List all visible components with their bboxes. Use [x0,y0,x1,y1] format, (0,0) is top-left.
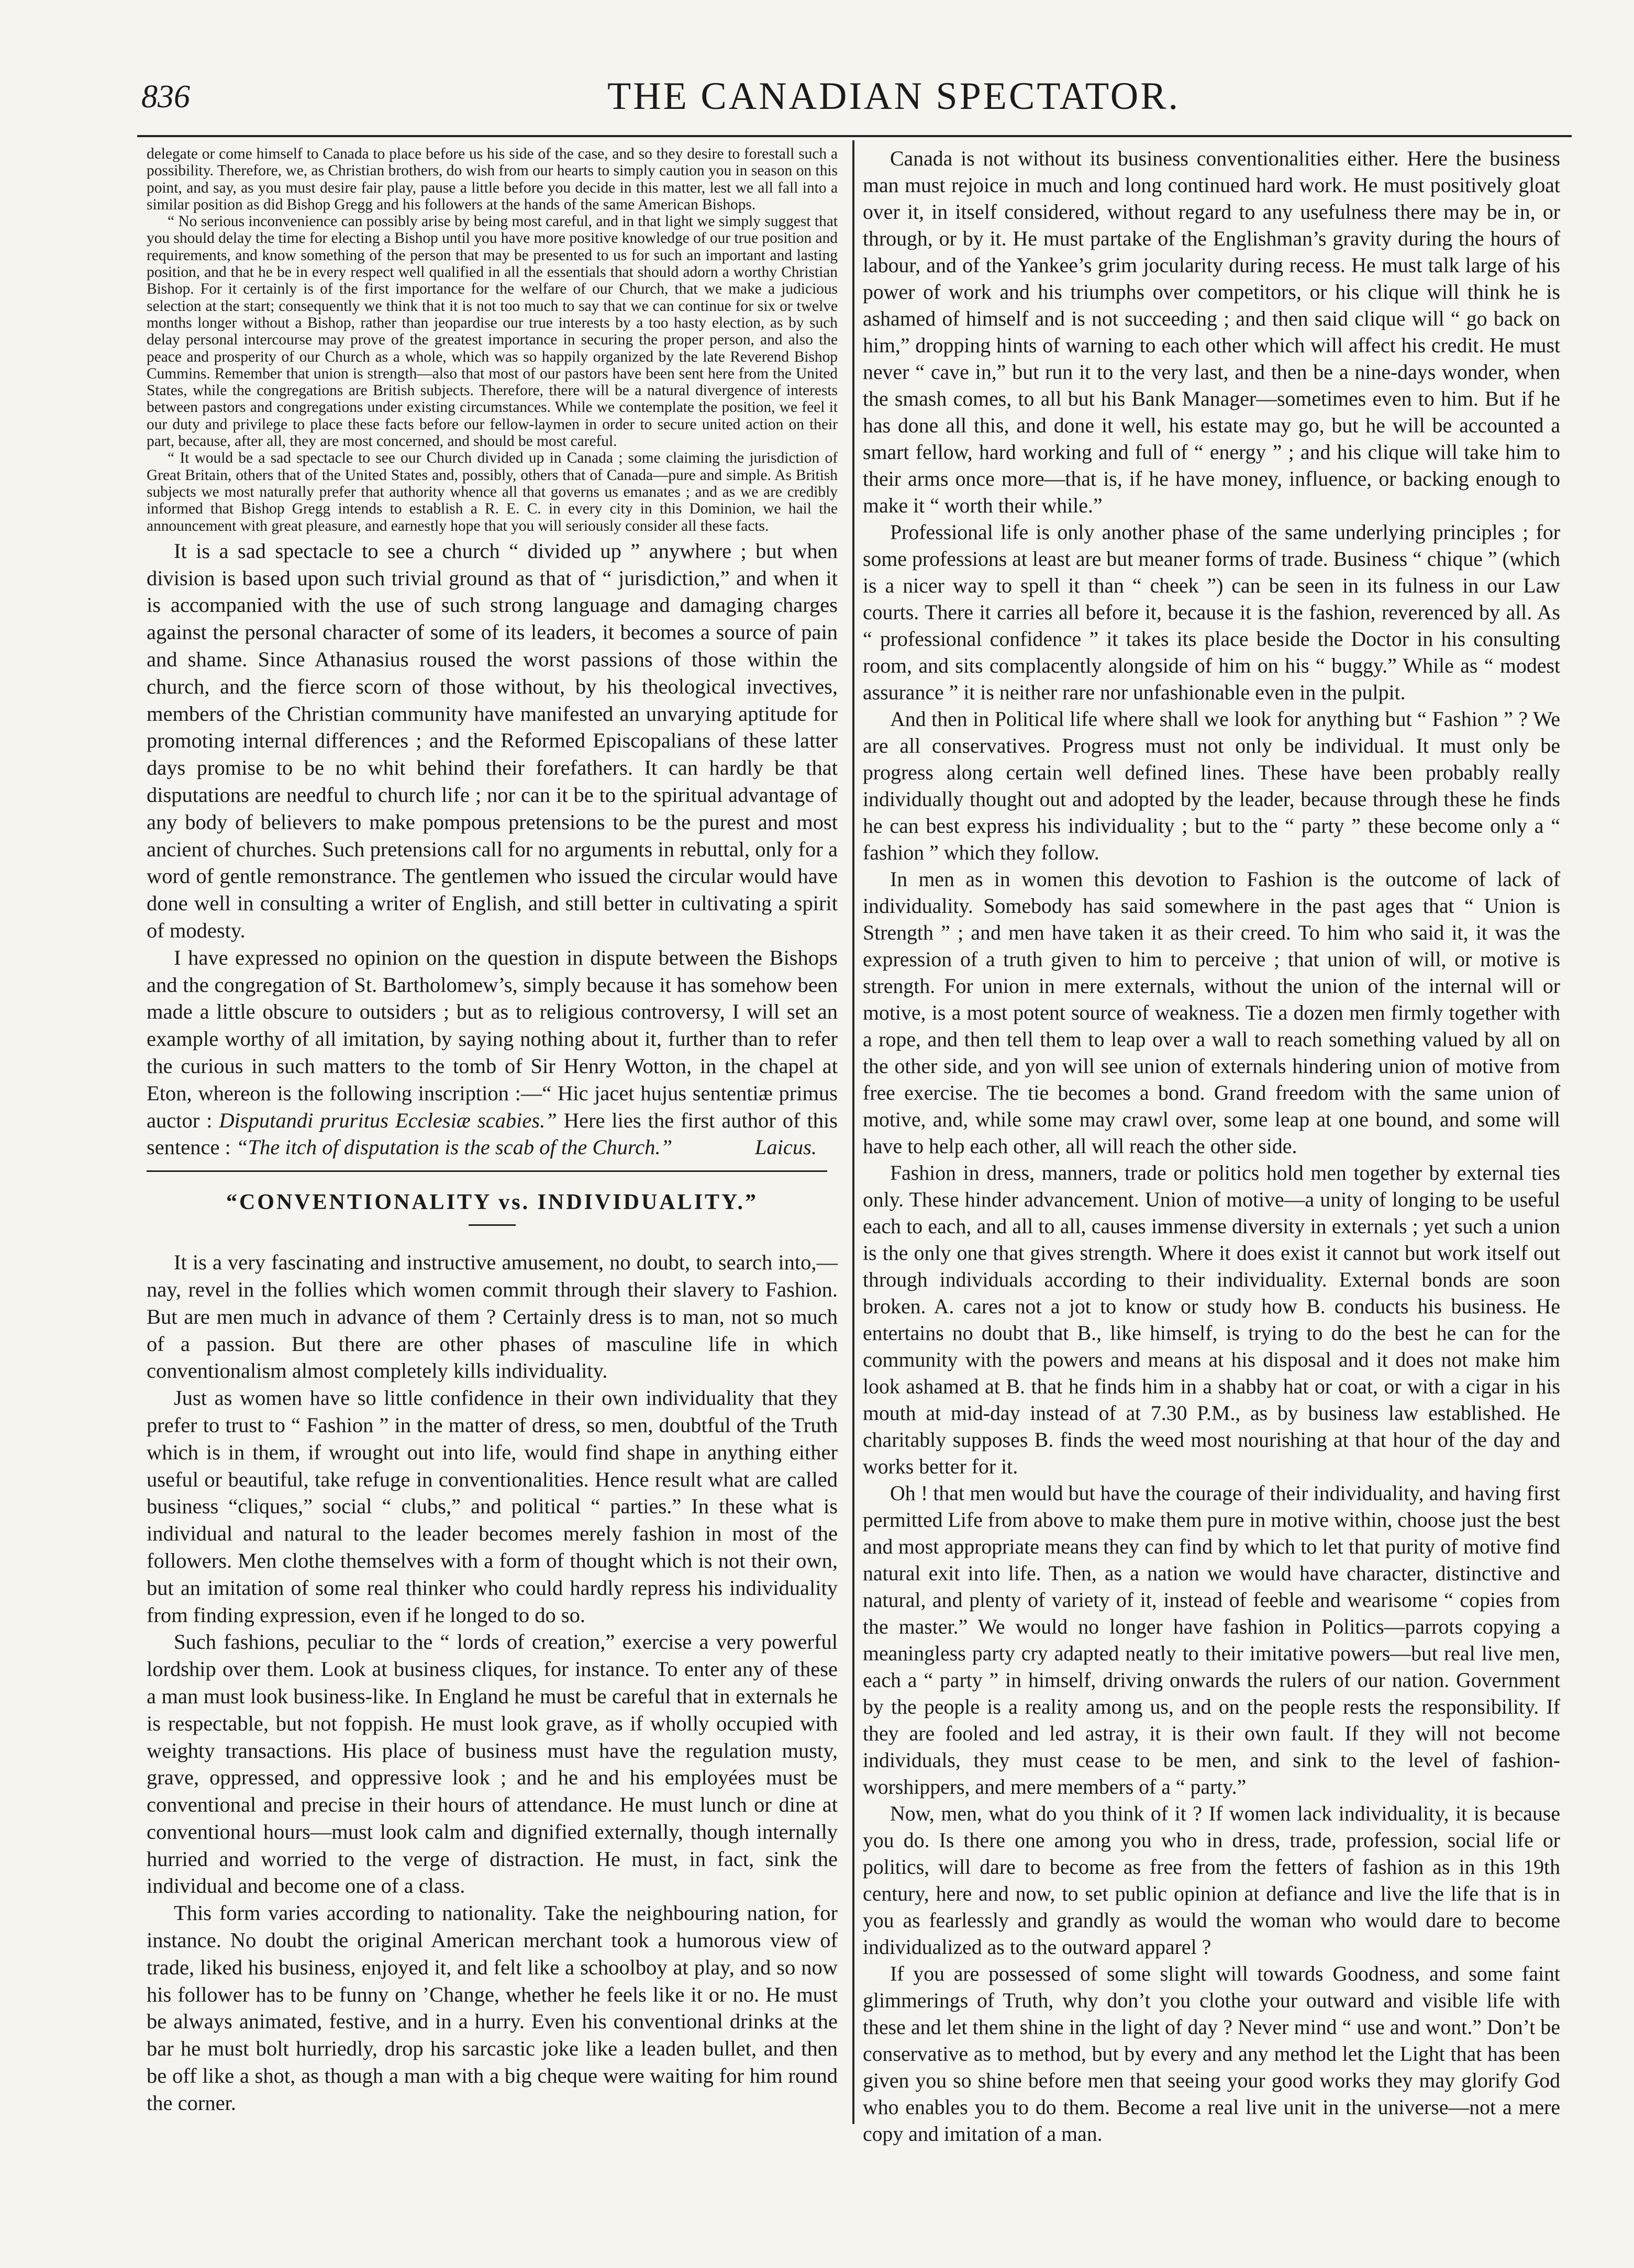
article-paragraph: Fashion in dress, manners, trade or politics hold men together by external ties only. These hinder advancement. Union of motive—a unity of longing to be useful each to each, and all to all, causes immense diversity in externals ; yet such a union is the only one that gives strength. Where it does exist it cannot but work itself out through individuals according to their individuality. External bonds are soon broken. A. cares not a jot to know or study how B. conducts his business. He entertains no doubt that B., like himself, is trying to do the best he can for the community with the powers and means at his disposal and it does not make him look ashamed at B. that he finds him in a shabby hat or coat, or with a cigar in his mouth at mid-day instead of at 7.30 P.M., as by business law established. He charitably supposes B. finds the weed most nourishing at that hour of the day and works better for it. [863,1161,1560,1478]
article-paragraph: Professional life is only another phase of the same underlying principles ; for some professions at least are but meaner forms of trade. Business “ chique ” (which is a nicer way to spell it than “ cheek ”) can be seen in its fulness in our Law courts. There it carries all before it, because it is the fashion, reverenced by all. As “ professional confidence ” it takes its place beside the Doctor in his consulting room, and sits complacently alongside of him on his “ buggy.” While as “ modest assurance ” it is neither rare nor unfashionable even in the pulpit. [863,521,1560,704]
article-paragraph: It is a very fascinating and instructive amusement, no doubt, to search into,—nay, revel in the follies which women commit through their slavery to Fashion. But are men much in advance of them ? Certainly dress is to man, not so much of a passion. But there are other phases of masculine life in which conventionalism almost completely kills individuality. [147,1250,838,1383]
laicus-paragraph: It is a sad spectacle to see a church “ divided up ” anywhere ; but when division is based upon such trivial ground as that of “ jurisdiction,” and when it is accompanied with the use of such strong language and damaging charges against the personal character of some of its leaders, it becomes a source of pain and shame. Since Athanasius roused the worst passions of those within the church, and the fierce scorn of those without, by his theological invectives, members of the Christian community have manifested an unvarying aptitude for promoting internal differences ; and the Reformed Episcopalians of these latter days promise to be no whit behind their forefathers. It can hardly be that disputations are needful to church life ; nor can it be to the spiritual advantage of any body of believers to make pompous pretensions to be the purest and most ancient of churches. Such pretensions call for no arguments in rebuttal, only for a word of gentle remonstrance. The gentlemen who issued the circular would have done well in consulting a writer of English, and still better in cultivating a spirit of modesty. [147,539,838,942]
article-separator-rule [147,1170,827,1172]
right-column [863,146,1560,2148]
translation-intro: Here lies the first author of this sentence : [147,1108,838,1159]
article-paragraph: In men as in women this devotion to Fashion is the outcome of lack of individuality. Somebody has said somewhere in the past ages that “ Union is Strength ” ; and men have taken it as their creed. To him who said it, it was the expression of a truth given to him to perceive ; that union of will, or motive is strength. For union in mere externals, without the union of the internal will or motive, is a most potent source of weakness. Tie a dozen men firmly together with a rope, and then tell them to leap over a wall to reach something valued by all on the other side, and yon will see union of externals hindering union of motive from free exercise. The tie becomes a bond. Grand freedom with the same union of motive, and, while some may crawl over, some leap at one bound, and some will have to help each other, all will reach the other side. [863,868,1560,1158]
title-underline [469,1224,516,1226]
quoted-circular [147,146,838,534]
header-rule [137,135,1572,137]
article-paragraph: This form varies according to nationality. Take the neighbouring nation, for instance. No doubt the original American merchant took a humorous view of trade, liked his business, enjoyed it, and felt like a schoolboy at play, and so now his follower has to be funny on ’Change, whether he feels like it or no. He must be always animated, festive, and in a hurry. Even his conventional drinks at the bar he must bolt hurriedly, drop his sarcastic joke like a leaden bullet, and then be off like a shot, as though a man with a big cheque were waiting for him round the corner. [147,1901,838,2115]
circular-paragraph: “ It would be a sad spectacle to see our Church divided up in Canada ; some claiming the jurisdiction of Great Britain, others that of the United States and, possibly, others that of Canada—pure and simple. As British subjects we most naturally prefer that authority whence all that governs us emanates ; and as we are credibly informed that Bishop Gregg intends to establish a R. E. C. in every city in this Dominion, we hail the announcement with great pleasure, and earnestly hope that you will seriously consider all these facts. [147,450,838,534]
article-paragraph: Oh ! that men would but have the courage of their individuality, and having first permitted Life from above to make them pure in motive within, choose just the best and most appropriate means they can find by which to let that purity of motive find natural exit into life. Then, as a nation we would have character, distinctive and natural, and plenty of variety of it, instead of feeble and wearisome “ copies from the master.” We would no longer have fashion in Politics—parrots copying a meaningless party cry adapted neatly to their imitative powers—but real live men, each a “ party ” in himself, driving onwards the rulers of our nation. Government by the people is a reality among us, and on the people rests the responsibility. If they are fooled and led astray, it is their own fault. If they will not become individuals, they must cease to be men, and sink to the level of fashion-worshippers, and mere members of a “ party.” [863,1482,1560,1798]
inscription-text: I have expressed no opinion on the question in dispute between the Bishops and the congregation of St. Bartholomew’s, simply because it has somehow been made a little obscure to outsiders ; but as to religious controversy, I will set an example worthy of all imitation, by saying nothing about it, further than to refer the curious in such matters to the tomb of Sir Henry Wotton, in the chapel at Eton, whereon is the following inscription :—“ Hic jacet hujus sententiæ primus auctor : [147,945,838,1132]
latin-inscription: Disputandi pruritus Ecclesiæ scabies.” [219,1108,557,1132]
circular-paragraph: “ No serious inconvenience can possibly arise by being most careful, and in that light we simply suggest that you should delay the time for electing a Bishop until you have more positive knowledge of our true position and requirements, and know something of the person that may be presented to us for such an important and lasting position, and that he be in every respect well qualified in all the essentials that should adorn a worthy Christian Bishop. For it certainly is of the first importance for the welfare of our Church, that we make a judicious selection at the start; consequently we think that it is not too much to say that we can continue for six or twelve months longer without a Bishop, rather than jeopardise our true interests by a too hasty election, as by such delay personal intercourse may prove of the greatest importance in securing the proper person, and also the peace and prosperity of our Church as a whole, which was so happily organized by the late Reverend Bishop Cummins. Remember that union is strength—also that most of our pastors have been sent here from the United States, while the congregations are British subjects. Therefore, there will be a natural divergence of interests between pastors and congregations under existing circumstances. While we contemplate the position, we feel it our duty and privilege to place these facts before our fellow-laymen in order to secure united action on their part, because, after all, they are most concerned, and should be most careful. [147,213,838,450]
article-paragraph: If you are possessed of some slight will towards Goodness, and some faint glimmerings of Truth, why don’t you clothe your outward and visible life with these and let them shine in the light of day ? Never mind “ use and wont.” Don’t be conservative as to method, but by every and any method let the Light that has been given you so shine before men that seeing your good works they may glorify God who enables you to do them. Become a real live unit in the universe—not a mere copy and imitation of a man. [863,1962,1560,2146]
masthead-title: THE CANADIAN SPECTATOR. [607,75,1181,118]
translation-quote: “The itch of disputation is the scab of the Church.” [236,1135,673,1159]
laicus-paragraph-inscription [147,944,838,1161]
signature: Laicus. [754,1135,817,1159]
page-number: 836 [141,79,190,115]
left-column [147,146,838,2117]
column-divider [852,140,854,2124]
article-paragraph: Canada is not without its business conventionalities either. Here the business man must rejoice in much and long continued hard work. He must positively gloat over it, in itself considered, without regard to any usefulness there may be in, or through, or by it. He must partake of the Englishman’s gravity during the hours of labour, and of the Yankee’s grim jocularity during recess. He must talk large of his power of work and his triumphs over competitors, or his clique will think he is ashamed of himself and is not succeeding ; and then said clique will “ go back on him,” dropping hints of warning to each other which will affect his credit. He must never “ cave in,” but run it to the very last, and then be a nine-days wonder, when the smash comes, to all but his Bank Manager—sometimes even to him. But if he has done all this, and done it well, his estate may go, but he will be accounted a smart fellow, hard working and full of “ energy ” ; and his clique will take him to their arms once more—that is, if he have money, influence, or backing enough to make it “ worth their while.” [863,147,1560,517]
article-paragraph: And then in Political life where shall we look for anything but “ Fashion ” ? We are all conservatives. Progress must not only be individual. It must only be progress along certain well defined lines. These have been probably really individually thought out and adopted by the leader, because through these he finds he can best express his individuality ; but to the “ party ” these become only a “ fashion ” which they follow. [863,708,1560,864]
article-title: “CONVENTIONALITY vs. INDIVIDUALITY.” [226,1190,759,1215]
article-paragraph: Now, men, what do you think of it ? If women lack individuality, it is because you do. Is there one among you who in dress, trade, profession, social life or politics, will dare to become as free from the fetters of fashion as in this 19th century, here and now, to set public opinion at defiance and live the life that is in you as fearlessly and grandly as would the woman who would dare to become individualized as to the outward apparel ? [863,1802,1560,1959]
circular-paragraph: delegate or come himself to Canada to place before us his side of the case, and so they desire to forestall such a possibility. Therefore, we, as Christian brothers, do wish from our hearts to simply caution you in season on this point, and say, as you must desire fair play, pause a little before you decide in this matter, lest we all fall into a similar position as did Bishop Gregg and his followers at the hands of the same American Bishops. [147,146,838,213]
article-paragraph: Such fashions, peculiar to the “ lords of creation,” exercise a very powerful lordship over them. Look at business cliques, for instance. To enter any of these a man must look business-like. In England he must be careful that in externals he is respectable, but not foppish. He must look grave, as if wholly occupied with weighty transactions. His place of business must have the regulation musty, grave, oppressed, and oppressive look ; and he and his employées must be conventional and precise in their hours of attendance. He must lunch or dine at conventional hours—must look calm and dignified externally, though internally hurried and worried to the verge of distraction. He must, in fact, sink the individual and become one of a class. [147,1630,838,1898]
article-paragraph: Just as women have so little confidence in their own individuality that they prefer to trust to “ Fashion ” in the matter of dress, so men, doubtful of the Truth which is in them, if wrought out into life, would find shape in anything either useful or beautiful, take refuge in conventionalities. Hence result what are called business “cliques,” social “ clubs,” and political “ parties.” In these what is individual and natural to the leader becomes merely fashion in most of the followers. Men clothe themselves with a form of thought which is not their own, but an imitation of some real thinker who could hardly repress his individuality from finding expression, even if he longed to do so. [147,1386,838,1627]
